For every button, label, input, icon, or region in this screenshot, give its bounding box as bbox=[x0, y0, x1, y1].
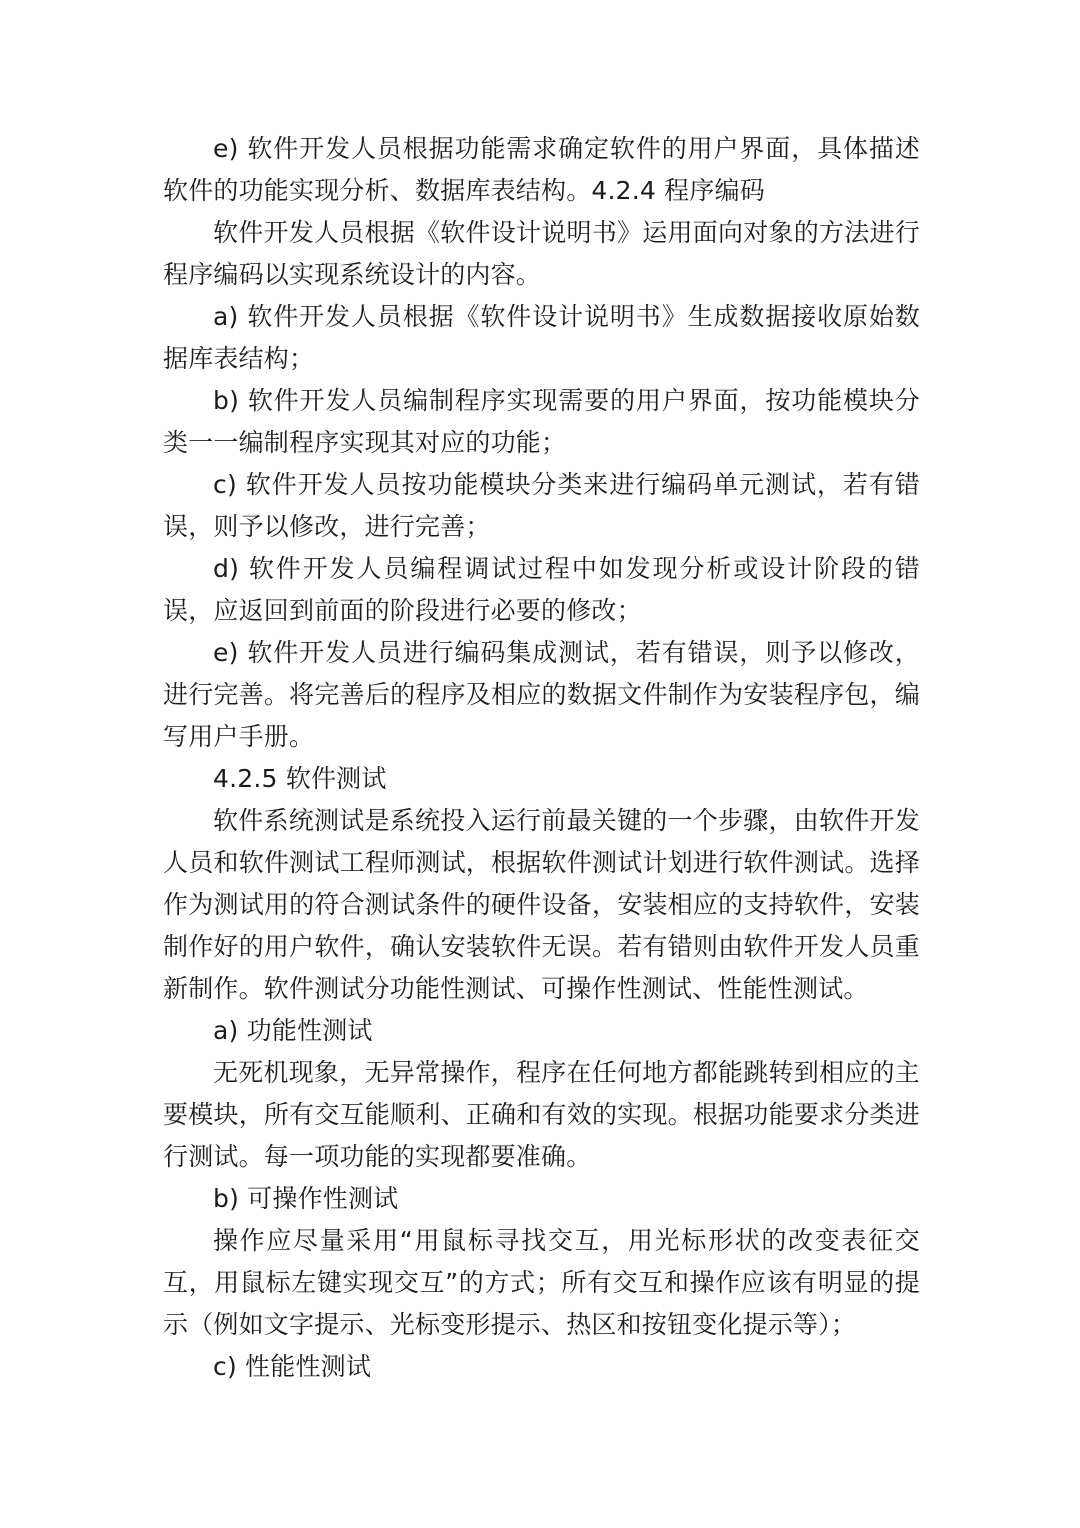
paragraph-coding-intro: 软件开发人员根据《软件设计说明书》运用面向对象的方法进行程序编码以实现系统设计的内容。 bbox=[163, 218, 920, 289]
paragraph-b-ui-program: b) 软件开发人员编制程序实现需要的用户界面，按功能模块分类一一编制程序实现其对应的功能； bbox=[163, 386, 920, 457]
section-heading-software-testing: 4.2.5 软件测试 bbox=[213, 764, 387, 793]
paragraph-functional-test: 无死机现象，无异常操作，程序在任何地方都能跳转到相应的主要模块，所有交互能顺利、正确和有效的实现。根据功能要求分类进行测试。每一项功能的实现都要准确。 bbox=[163, 1058, 920, 1171]
paragraph-d-debugging: d) 软件开发人员编程调试过程中如发现分析或设计阶段的错误，应返回到前面的阶段进行必要的修改； bbox=[163, 554, 920, 625]
paragraph-testing-intro: 软件系统测试是系统投入运行前最关键的一个步骤，由软件开发人员和软件测试工程师测试，根据软件测试计划进行软件测试。选择作为测试用的符合测试条件的硬件设备，安装相应的支持软件，安装制作好的用户软件，确认安装软件无误。若有错则由软件开发人员重新制作。软件测试分功能性测试、可操作性测试、性能性测试。 bbox=[163, 806, 920, 1003]
paragraph-e-integration: e) 软件开发人员进行编码集成测试，若有错误，则予以修改，进行完善。将完善后的程序及相应的数据文件制作为安装程序包，编写用户手册。 bbox=[163, 638, 920, 751]
subheading-operability-test: b) 可操作性测试 bbox=[213, 1184, 399, 1213]
paragraph-e-ui-design: e) 软件开发人员根据功能需求确定软件的用户界面，具体描述软件的功能实现分析、数据库表结构。4.2.4 程序编码 bbox=[163, 134, 920, 205]
document-body bbox=[163, 128, 920, 1388]
paragraph-c-unit-test: c) 软件开发人员按功能模块分类来进行编码单元测试，若有错误，则予以修改，进行完善； bbox=[163, 470, 920, 541]
subheading-performance-test: c) 性能性测试 bbox=[213, 1352, 372, 1381]
subheading-functional-test: a) 功能性测试 bbox=[213, 1016, 373, 1045]
paragraph-operability-test: 操作应尽量采用“用鼠标寻找交互，用光标形状的改变表征交互，用鼠标左键实现交互”的方式；所有交互和操作应该有明显的提示（例如文字提示、光标变形提示、热区和按钮变化提示等）； bbox=[163, 1226, 920, 1339]
paragraph-a-database: a) 软件开发人员根据《软件设计说明书》生成数据接收原始数据库表结构； bbox=[163, 302, 920, 373]
